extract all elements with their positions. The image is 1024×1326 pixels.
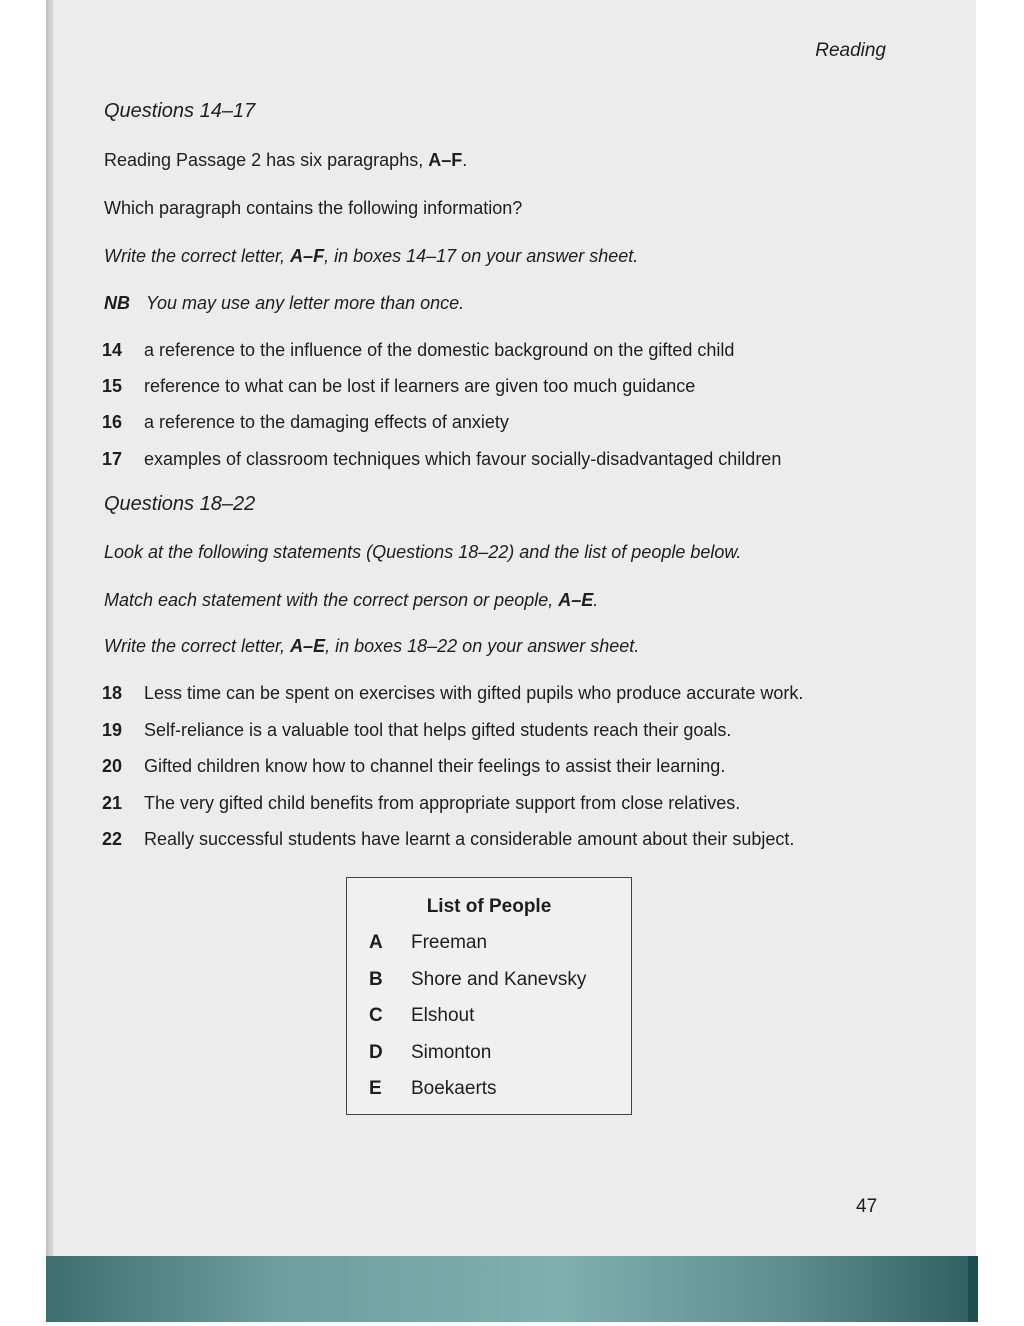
question-20	[102, 756, 725, 777]
person-row-a	[369, 932, 487, 954]
match-instruction	[104, 590, 598, 611]
question-text: Self-reliance is a valuable tool that helps gifted students reach their goals.	[144, 720, 732, 740]
question-text: The very gifted child benefits from appropriate support from close relatives.	[144, 793, 741, 813]
look-instruction: Look at the following statements (Questions 18–22) and the list of people below.	[104, 542, 742, 562]
question-22	[102, 829, 794, 850]
person-row-e	[369, 1078, 497, 1100]
nb-label: NB	[104, 293, 130, 313]
question-18	[102, 683, 803, 704]
person-letter: C	[369, 1005, 383, 1026]
person-letter: E	[369, 1078, 382, 1099]
question-21	[102, 793, 740, 814]
running-header: Reading	[815, 40, 886, 61]
question-text: a reference to the influence of the domestic background on the gifted child	[144, 340, 735, 360]
instruction-18-22-post: , in boxes 18–22 on your answer sheet.	[325, 636, 640, 656]
instruction-18-22-range: A–E	[290, 636, 326, 656]
question-number: 17	[102, 449, 123, 469]
person-name: Elshout	[411, 1005, 475, 1026]
questions-18-22-title: Questions 18–22	[104, 493, 256, 515]
list-of-people-box	[346, 877, 632, 1115]
instruction-14-17-range: A–F	[290, 246, 325, 266]
match-instruction-range: A–E	[558, 590, 594, 610]
person-name: Boekaerts	[411, 1078, 497, 1099]
question-17	[102, 449, 781, 470]
instruction-14-17-pre: Write the correct letter,	[104, 246, 291, 266]
cover-edge-strip	[46, 1256, 976, 1322]
instruction-18-22	[104, 636, 639, 657]
question-16	[102, 412, 509, 433]
questions-14-17-title: Questions 14–17	[104, 100, 256, 122]
person-row-b	[369, 969, 586, 991]
question-number: 21	[102, 793, 123, 813]
match-instruction-pre: Match each statement with the correct person or people,	[104, 590, 559, 610]
list-of-people-title: List of People	[426, 896, 552, 917]
person-letter: A	[369, 932, 383, 953]
question-number: 15	[102, 376, 123, 396]
person-row-d	[369, 1042, 491, 1064]
person-name: Freeman	[411, 932, 488, 953]
nb-text: You may use any letter more than once.	[146, 293, 465, 313]
question-text: examples of classroom techniques which favour socially-disadvantaged children	[144, 449, 782, 469]
question-number: 19	[102, 720, 123, 740]
instruction-14-17	[104, 246, 638, 267]
passage-intro-text: Reading Passage 2 has six paragraphs,	[104, 150, 429, 170]
question-text: reference to what can be lost if learners are given too much guidance	[144, 376, 696, 396]
question-text: Less time can be spent on exercises with gifted pupils who produce accurate work.	[144, 683, 804, 703]
paragraph-question: Which paragraph contains the following information?	[104, 198, 523, 218]
question-text: Gifted children know how to channel their feelings to assist their learning.	[144, 756, 726, 776]
person-row-c	[369, 1005, 474, 1027]
nb-note	[104, 293, 464, 314]
passage-intro-range: A–F	[428, 150, 463, 170]
question-19	[102, 720, 731, 741]
cover-edge-dark	[968, 1256, 978, 1322]
question-number: 16	[102, 412, 123, 432]
person-name: Simonton	[411, 1042, 492, 1063]
question-15	[102, 376, 695, 397]
question-text: a reference to the damaging effects of anxiety	[144, 412, 509, 432]
passage-intro-end: .	[462, 150, 468, 170]
match-instruction-end: .	[593, 590, 599, 610]
question-14	[102, 340, 734, 361]
person-letter: D	[369, 1042, 383, 1063]
question-number: 14	[102, 340, 123, 360]
person-letter: B	[369, 969, 383, 990]
question-text: Really successful students have learnt a considerable amount about their subject.	[144, 829, 795, 849]
page-number: 47	[856, 1196, 878, 1217]
passage-intro	[104, 150, 467, 171]
question-number: 18	[102, 683, 123, 703]
person-name: Shore and Kanevsky	[411, 969, 587, 990]
question-number: 22	[102, 829, 123, 849]
question-number: 20	[102, 756, 123, 776]
instruction-18-22-pre: Write the correct letter,	[104, 636, 291, 656]
instruction-14-17-post: , in boxes 14–17 on your answer sheet.	[324, 246, 639, 266]
